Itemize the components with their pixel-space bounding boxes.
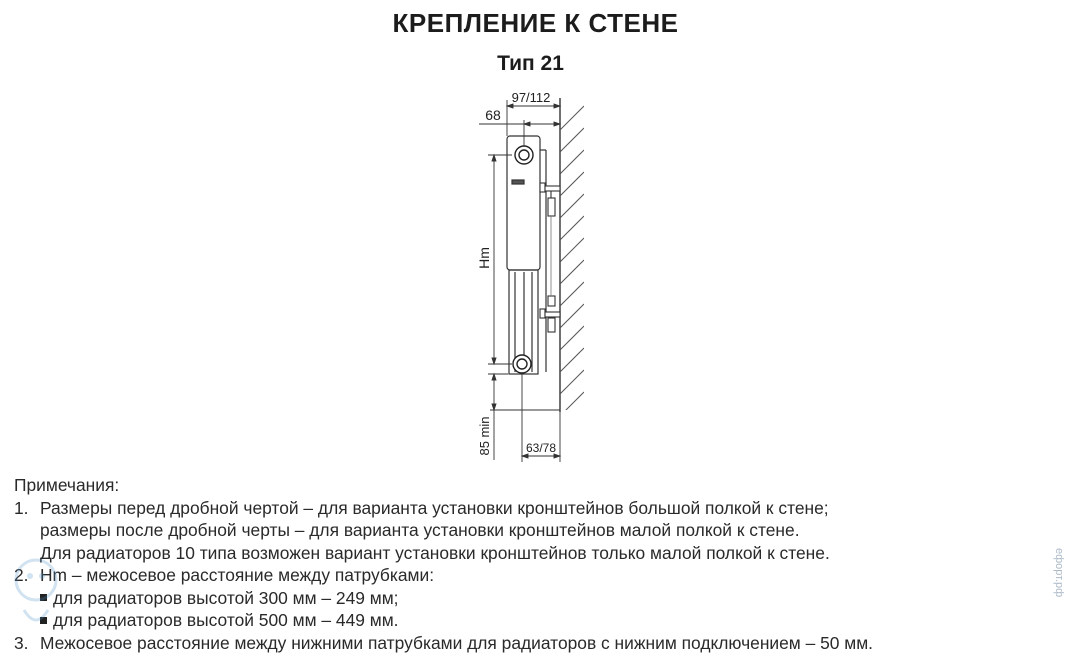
label-offset-top: 68 bbox=[485, 107, 501, 123]
radiator-body bbox=[507, 136, 546, 374]
note-1-line-3: Для радиаторов 10 типа возможен вариант установки кронштейнов только малой полкой к стене. bbox=[40, 542, 830, 563]
page-title: КРЕПЛЕНИЕ К СТЕНЕ bbox=[392, 8, 679, 38]
note-2-bullet-2 bbox=[14, 609, 1064, 632]
wall-hatching bbox=[560, 98, 584, 416]
label-floor-gap: 85 min bbox=[477, 416, 492, 456]
page-subtitle: Тип 21 bbox=[497, 52, 564, 75]
dim-offset-top bbox=[479, 120, 560, 146]
note-3-line-1 bbox=[14, 632, 1064, 655]
note-2-bullet-2-text: для радиаторов высотой 500 мм – 449 мм. bbox=[53, 610, 399, 630]
note-2-line-1 bbox=[14, 564, 1064, 587]
note-2-bullet-1 bbox=[14, 587, 1064, 610]
label-height: Hm bbox=[476, 247, 492, 269]
note-1-text-1: Размеры перед дробной чертой – для варианта установки кронштейнов большой полкой к стене; bbox=[40, 497, 829, 518]
note-2-text-1: Hm – межосевое расстояние между патрубками: bbox=[40, 565, 435, 585]
bottom-bracket bbox=[540, 296, 560, 332]
note-2-bullet-1-text: для радиаторов высотой 300 мм – 249 мм; bbox=[53, 587, 399, 608]
note-1-line-1 bbox=[14, 497, 1064, 520]
label-wall-gap-bottom: 63/78 bbox=[525, 441, 557, 455]
notes-heading: Примечания: bbox=[14, 475, 120, 495]
bottom-nozzle bbox=[513, 355, 531, 373]
label-depth-top: 97/112 bbox=[511, 90, 551, 105]
note-2-number: 2. bbox=[14, 565, 29, 585]
watermark-logo-icon bbox=[6, 540, 66, 650]
note-3-number: 3. bbox=[14, 632, 29, 653]
note-1-line-2: размеры после дробной черты – для варианта установки кронштейнов малой полкой к стене. bbox=[40, 520, 800, 540]
top-bracket bbox=[540, 183, 560, 216]
note-1-number: 1. bbox=[14, 497, 29, 518]
note-3-text-1: Межосевое расстояние между нижними патрубками для радиаторов с нижним подключением – 50 мм. bbox=[40, 632, 874, 653]
notes-section bbox=[14, 474, 1064, 654]
watermark-site: ефорт.рф bbox=[1053, 548, 1065, 598]
top-nozzle bbox=[515, 146, 533, 164]
